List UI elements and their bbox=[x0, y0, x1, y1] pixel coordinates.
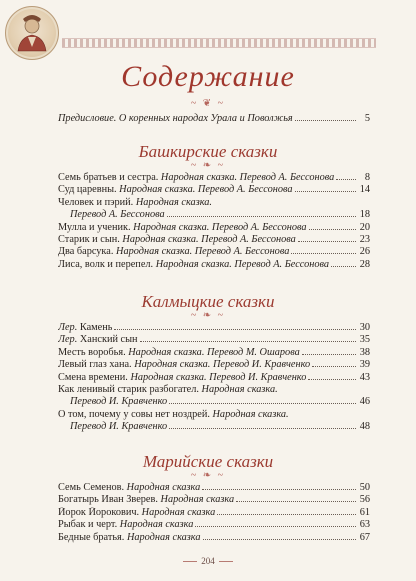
toc-entry: Бедные братья. Народная сказка 67 bbox=[58, 531, 370, 543]
section-flourish-icon: ~ ❧ ~ bbox=[190, 310, 226, 321]
page-number-value: 204 bbox=[201, 556, 215, 566]
toc-entry: Месть воробья. Народная сказка. Перевод М. Ошарова 38 bbox=[58, 346, 370, 358]
section-flourish-icon: ~ ❧ ~ bbox=[190, 470, 226, 481]
toc-entry: О том, почему у совы нет ноздрей. Народная сказка. bbox=[58, 408, 289, 420]
toc-entry-continuation: Перевод И. Кравченко 46 bbox=[70, 396, 370, 408]
toc-entry: Старик и сын. Народная сказка. Перевод А. Бессонова 23 bbox=[58, 234, 370, 246]
toc-entry: Лер. Ханский сын 35 bbox=[58, 334, 370, 346]
toc-entry: Человек и пэрий. Народная сказка. bbox=[58, 196, 212, 208]
section-list-mari bbox=[58, 482, 370, 544]
toc-entry-continuation: Перевод И. Кравченко 48 bbox=[70, 421, 370, 433]
section-title-kalmyk: Калмыцкие сказки bbox=[141, 292, 275, 311]
toc-entry: Лер. Камень 30 bbox=[58, 322, 370, 333]
toc-entry: Лиса, волк и перепел. Народная сказка. Перевод А. Бессонова 28 bbox=[58, 258, 370, 270]
toc-entry: Как ленивый старик разбогател. Народная сказка. bbox=[58, 384, 278, 396]
title-flourish-icon: ~ ❦ ~ bbox=[190, 98, 226, 109]
preface-page: 5 bbox=[364, 113, 370, 124]
portrait-medallion-icon bbox=[5, 6, 59, 60]
section-title-bashkir: Башкирские сказки bbox=[138, 142, 278, 161]
toc-entry: Суд царевны. Народная сказка. Перевод А. Бессонова 14 bbox=[58, 184, 370, 196]
toc-entry: Богатырь Иван Зверев. Народная сказка 56 bbox=[58, 494, 370, 506]
toc-entry: Смена времени. Народная сказка. Перевод И. Кравченко 43 bbox=[58, 371, 370, 383]
toc-entry-continuation: Перевод А. Бессонова 18 bbox=[70, 209, 370, 221]
top-ornament-band bbox=[62, 38, 376, 48]
toc-entry: Два барсука. Народная сказка. Перевод А. Бессонова 26 bbox=[58, 246, 370, 258]
preface-text: Предисловие. О коренных народах Урала и Поволжья bbox=[58, 113, 293, 124]
section-list-kalmyk bbox=[58, 322, 370, 434]
section-flourish-icon: ~ ❧ ~ bbox=[190, 160, 226, 171]
page-number bbox=[0, 556, 416, 566]
toc-entry: Левый глаз хана. Народная сказка. Перевод И. Кравченко 39 bbox=[58, 359, 370, 371]
toc-entry: Йорок Йорокович. Народная сказка 61 bbox=[58, 506, 370, 518]
preface-entry bbox=[58, 113, 370, 125]
toc-entry: Рыбак и черт. Народная сказка 63 bbox=[58, 519, 370, 531]
toc-entry: Мулла и ученик. Народная сказка. Перевод А. Бессонова 20 bbox=[58, 221, 370, 233]
toc-entry: Семь братьев и сестра. Народная сказка. Перевод А. Бессонова 8 bbox=[58, 172, 370, 183]
page-title: Содержание bbox=[121, 60, 295, 93]
section-title-mari: Марийские сказки bbox=[142, 452, 274, 471]
section-list-bashkir bbox=[58, 172, 370, 271]
toc-entry: Семь Семенов. Народная сказка 50 bbox=[58, 482, 370, 493]
